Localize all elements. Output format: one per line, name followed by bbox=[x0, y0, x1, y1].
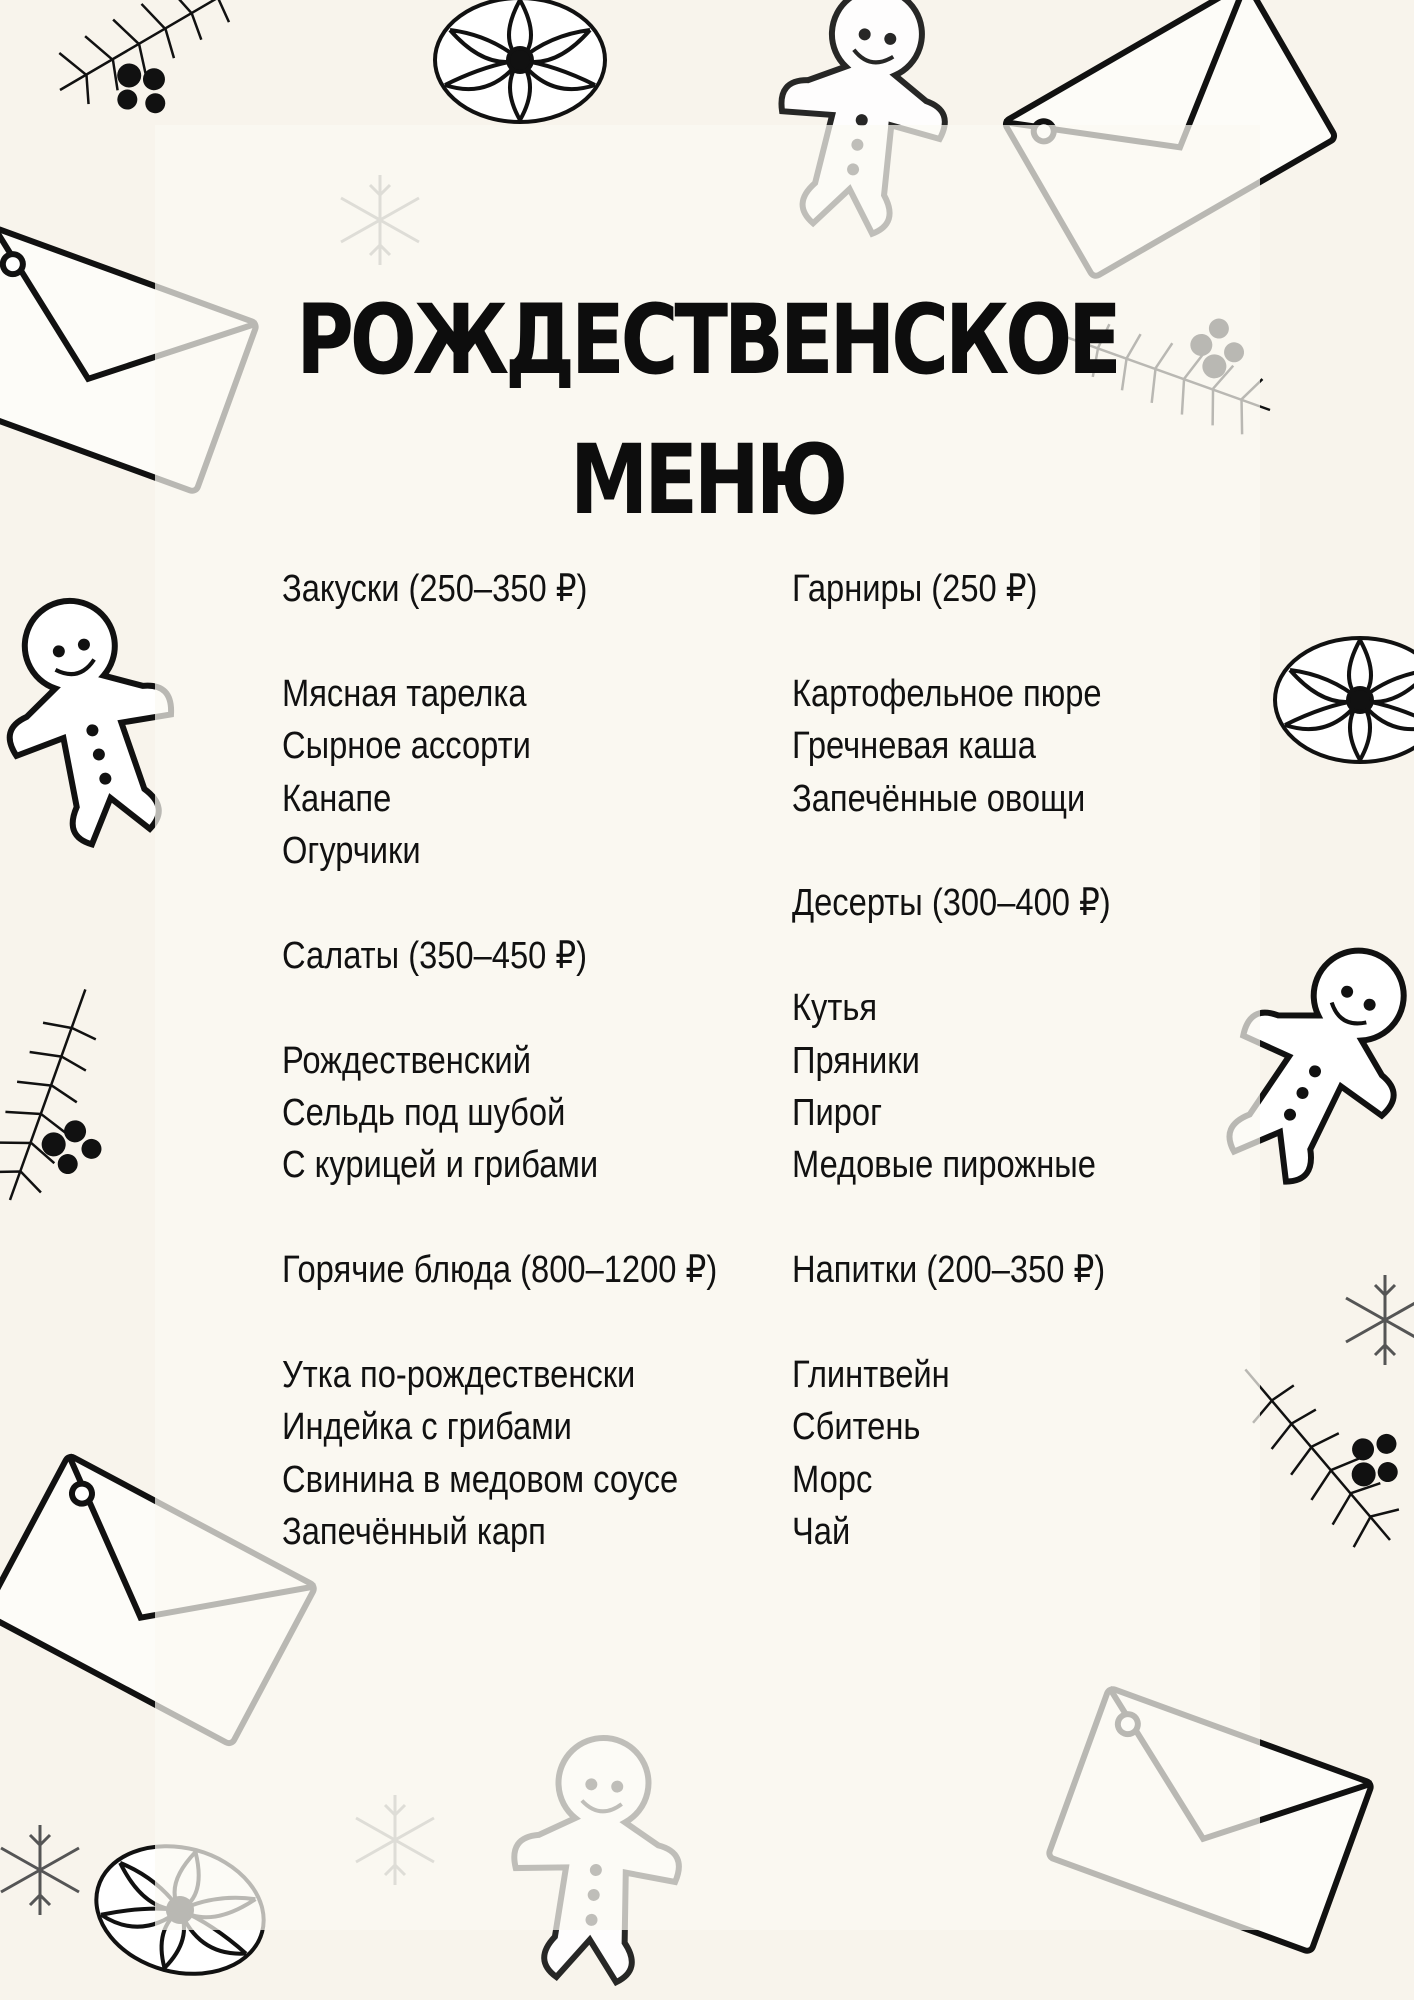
category-heading: Гарниры (250 ₽) bbox=[792, 568, 1038, 610]
menu-item: Свинина в медовом соусе bbox=[282, 1458, 679, 1501]
menu-item: Сельдь под шубой bbox=[282, 1091, 566, 1134]
category-heading: Салаты (350–450 ₽) bbox=[282, 934, 588, 977]
menu-item: Гречневая каша bbox=[792, 725, 1036, 768]
menu-item: Кутья bbox=[792, 987, 878, 1030]
category-heading: Десерты (300–400 ₽) bbox=[792, 882, 1111, 925]
menu-item: Огурчики bbox=[282, 829, 421, 872]
menu-item: Мясная тарелка bbox=[282, 672, 527, 715]
menu-column-right bbox=[792, 563, 1252, 1558]
menu-item: Сбитень bbox=[792, 1406, 921, 1449]
menu-item: Пряники bbox=[792, 1039, 920, 1082]
menu-item: Пирог bbox=[792, 1091, 883, 1134]
menu-item: Запечённые овощи bbox=[792, 777, 1086, 820]
menu-item: Запечённый карп bbox=[282, 1511, 546, 1554]
menu-column-left bbox=[282, 563, 782, 1558]
menu-item: Сырное ассорти bbox=[282, 725, 531, 768]
category-heading: Горячие блюда (800–1200 ₽) bbox=[282, 1249, 718, 1292]
menu-item: Картофельное пюре bbox=[792, 672, 1102, 715]
menu-item: Морс bbox=[792, 1458, 873, 1501]
menu-item: Утка по-рождественски bbox=[282, 1353, 636, 1396]
category-heading: Закуски (250–350 ₽) bbox=[282, 568, 588, 610]
menu-item: Чай bbox=[792, 1511, 851, 1554]
menu-item: Индейка с грибами bbox=[282, 1406, 572, 1449]
category-heading: Напитки (200–350 ₽) bbox=[792, 1249, 1106, 1292]
menu-title bbox=[127, 270, 1286, 550]
title-line-2: МЕНЮ bbox=[569, 424, 844, 536]
menu-item: Медовые пирожные bbox=[792, 1144, 1096, 1187]
title-line-1: РОЖДЕСТВЕНСКОЕ bbox=[296, 284, 1118, 396]
menu-item: С курицей и грибами bbox=[282, 1144, 599, 1187]
menu-item: Рождественский bbox=[282, 1039, 531, 1082]
menu-item: Глинтвейн bbox=[792, 1353, 950, 1396]
menu-item: Канапе bbox=[282, 777, 392, 820]
